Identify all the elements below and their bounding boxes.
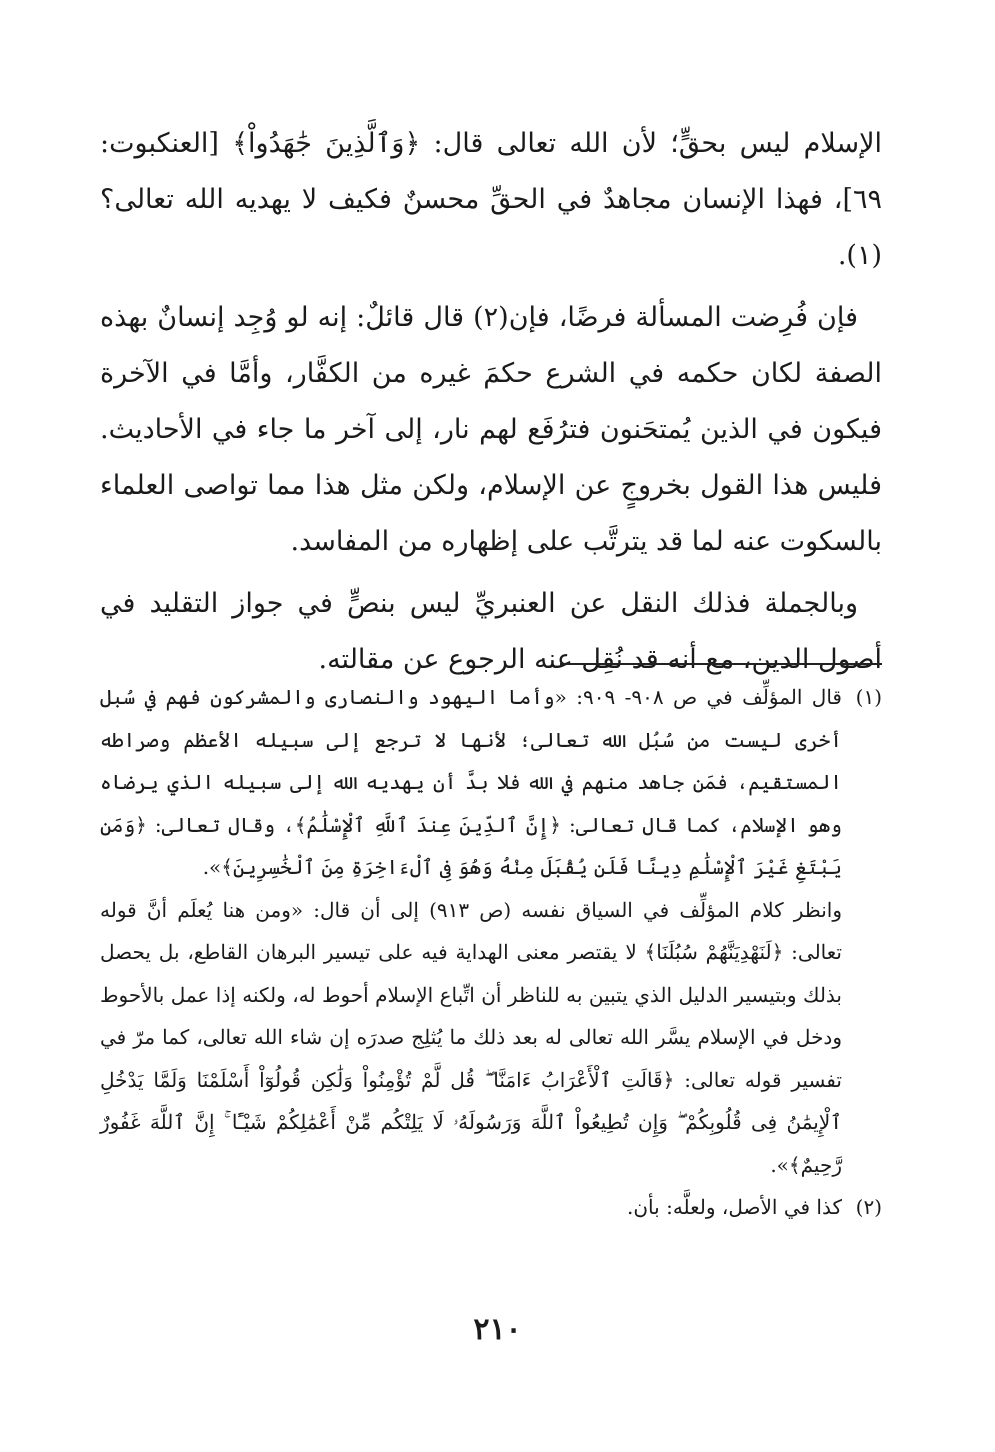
footnote-1-marker: (١)	[855, 685, 882, 709]
paragraph-2: فإن فُرِضت المسألة فرضًا، فإن(٢) قال قائلٌ: إنه لو وُجِد إنسانٌ بهذه الصفة لكان حكمه في الشرع حكمَ غيره من الكفَّار، وأمَّا في الآخرة فيكون في الذين يُمتحَنون فترُفَع لهم نار، إلى آخر ما جاء في الأحاديث. فليس هذا القول بخروجٍ عن الإسلام، ولكن مثل هذا مما تواصى العلماء بالسكوت عنه لما قد يترتَّب على إظهاره من المفاسد.	[100, 302, 882, 557]
footnote-2	[100, 1186, 882, 1229]
footnote-divider	[560, 663, 882, 665]
footnote-1	[100, 676, 882, 889]
paragraph-3: وبالجملة فذلك النقل عن العنبريِّ ليس بنصٍّ في جواز التقليد في أصول الدين، مع أنه قد نُقِل عنه الرجوع عن مقالته.	[100, 588, 882, 675]
footnote-2-text: كذا في الأصل، ولعلَّه: بأن.	[627, 1195, 842, 1219]
footnote-2-marker: (٢)	[855, 1195, 882, 1219]
paragraph-1: الإسلام ليس بحقٍّ؛ لأن الله تعالى قال: ﴿وَٱلَّذِينَ جَٰهَدُواْ﴾ [العنكبوت: ٦٩]، فهذا الإنسان مجاهدٌ في الحقِّ محسنٌ فكيف لا يهديه الله تعالى؟(١).	[100, 128, 882, 271]
footnotes	[100, 676, 882, 1229]
footnote-1-text: قال المؤلِّف في ص ٩٠٨- ٩٠٩: «وأما اليهود والنصارى والمشركون فهم في سُبل أخرى ليست من سُبُل الله تعالى؛ لأنها لا ترجع إلى سبيله الأعظم وصراطه المستقيم، فمَن جاهد منهم في الله فلا بدَّ أن يهديه الله إلى سبيله الذي يرضاه وهو الإسلام، كما قال تعالى: ﴿إِنَّ ٱلدِّينَ عِندَ ٱللَّهِ ٱلْإِسْلَٰمُ﴾، وقال تعالى: ﴿وَمَن يَبْتَغِ غَيْرَ ٱلْإِسْلَٰمِ دِينًا فَلَن يُقْبَلَ مِنْهُ وَهُوَ فِى ٱلْءَاخِرَةِ مِنَ ٱلْخَٰسِرِينَ﴾».	[100, 685, 842, 879]
main-text	[100, 116, 882, 688]
page-number: ٢١٠	[473, 1312, 522, 1347]
footnote-1-continuation: وانظر كلام المؤلِّف في السياق نفسه (ص ٩١٣) إلى أن قال: «ومن هنا يُعلَم أنَّ قوله تعالى: ﴿لَنَهْدِيَنَّهُمْ سُبُلَنَا﴾ لا يقتصر معنى الهداية فيه على تيسير البرهان القاطع، بل يحصل بذلك وبتيسير الدليل الذي يتبين به للناظر أن اتِّباع الإسلام أحوط له، ولكنه إذا عمل بالأحوط ودخل في الإسلام يسَّر الله تعالى له بعد ذلك ما يُثلِج صدرَه إن شاء الله تعالى، كما مرّ في تفسير قوله تعالى: ﴿قَالَتِ ٱلْأَعْرَابُ ءَامَنَّا ۖ قُل لَّمْ تُؤْمِنُواْ وَلَٰكِن قُولُوٓاْ أَسْلَمْنَا وَلَمَّا يَدْخُلِ ٱلْإِيمَٰنُ فِى قُلُوبِكُمْ ۖ وَإِن تُطِيعُواْ ٱللَّهَ وَرَسُولَهُۥ لَا يَلِتْكُم مِّنْ أَعْمَٰلِكُمْ شَيْـًٔا ۚ إِنَّ ٱللَّهَ غَفُورٌ رَّحِيمٌ﴾».	[100, 897, 842, 1177]
